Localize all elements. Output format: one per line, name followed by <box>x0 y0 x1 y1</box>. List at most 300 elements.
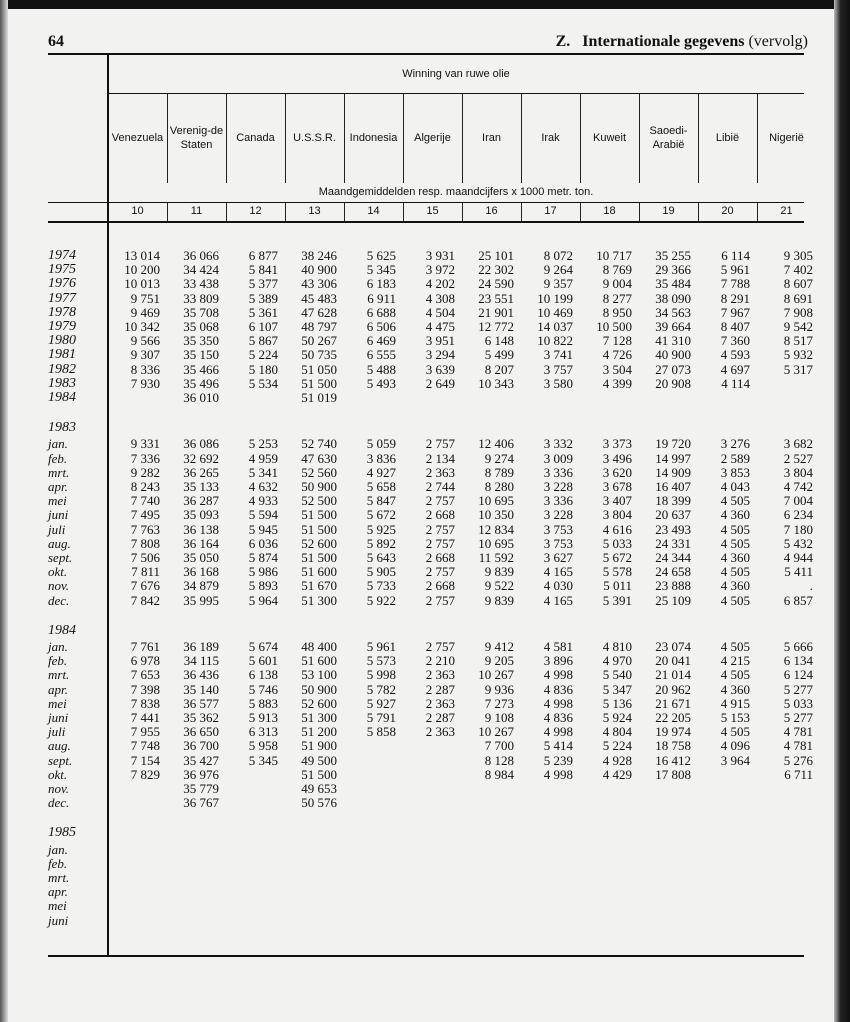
table-cell: 3 896 <box>543 653 573 669</box>
table-cell: 33 809 <box>183 290 219 306</box>
section-year: 1983 <box>48 420 76 436</box>
table-cell: 5 893 <box>248 578 278 594</box>
table-row <box>48 248 813 263</box>
table-cell: 40 900 <box>655 347 691 363</box>
table-cell: 10 822 <box>537 333 573 349</box>
table-row <box>48 857 808 871</box>
table-cell: 5 136 <box>602 695 632 711</box>
table-cell: 9 004 <box>602 276 632 292</box>
table-cell: 36 700 <box>183 738 219 754</box>
table-row <box>48 796 808 810</box>
table-cell: 10 350 <box>478 507 514 523</box>
table-row <box>48 276 813 292</box>
section-year: 1984 <box>48 622 76 638</box>
table-cell: 5 625 <box>366 248 396 263</box>
table-cell: 9 751 <box>130 290 160 306</box>
table-cell: 3 332 <box>543 436 573 452</box>
column-divider <box>462 93 463 183</box>
table-cell: 7 441 <box>130 710 160 725</box>
column-divider <box>757 93 758 183</box>
table-cell: 7 004 <box>783 493 813 509</box>
column-divider <box>462 203 463 221</box>
table-row <box>48 304 813 320</box>
table-row <box>48 578 813 594</box>
group-header: Winning van ruwe olie <box>402 68 510 80</box>
table-cell: 5 791 <box>366 710 396 725</box>
table-cell: 6 134 <box>783 653 813 669</box>
table-cell: 5 317 <box>783 361 813 377</box>
table-cell: 40 900 <box>301 262 337 278</box>
table-cell: 10 267 <box>478 667 514 683</box>
column-header: Venezuela <box>111 132 164 144</box>
row-label: mrt. <box>48 464 70 480</box>
table-row <box>48 507 813 523</box>
table-cell: 8 336 <box>130 361 160 377</box>
table-cell: 4 928 <box>602 752 632 768</box>
table-cell: 6 234 <box>783 507 813 523</box>
table-row <box>48 738 813 754</box>
table-cell: 4 616 <box>602 521 632 537</box>
row-label: mrt. <box>48 667 70 683</box>
section-label-row <box>48 421 808 435</box>
table-cell: 4 810 <box>602 639 632 654</box>
table-cell: 4 202 <box>425 276 455 292</box>
table-cell: 4 165 <box>543 592 573 608</box>
table-cell: 36 010 <box>183 390 219 405</box>
table-cell: 5 224 <box>602 738 632 754</box>
section-title-suffix: (vervolg) <box>748 33 808 50</box>
table-cell: 6 124 <box>783 667 813 683</box>
table-cell: 5 347 <box>602 681 632 697</box>
table-cell: 49 653 <box>301 781 337 796</box>
row-label: juni <box>48 507 69 523</box>
table-cell: 50 735 <box>301 347 337 363</box>
table-cell: 2 757 <box>425 639 455 654</box>
table-cell: 5 414 <box>543 738 573 754</box>
table-cell: 51 500 <box>301 375 337 391</box>
table-cell: 2 589 <box>720 450 750 466</box>
row-label: 1978 <box>48 304 76 320</box>
table-row <box>48 695 813 711</box>
table-cell: 7 506 <box>130 550 160 565</box>
table-cell: 36 086 <box>183 436 219 452</box>
column-divider <box>167 203 168 221</box>
table-cell: 6 506 <box>366 319 396 334</box>
table-cell: 4 726 <box>602 347 632 363</box>
table-cell: 51 670 <box>301 578 337 594</box>
table-row <box>48 710 813 725</box>
table-cell: 20 962 <box>655 681 691 697</box>
table-cell: 3 373 <box>602 436 632 452</box>
table-cell: 5 892 <box>366 535 396 551</box>
column-number: 19 <box>662 205 675 217</box>
table-cell: 5 361 <box>248 304 278 320</box>
column-divider <box>698 93 699 183</box>
row-label: apr. <box>48 884 68 900</box>
table-cell: 10 343 <box>478 375 514 391</box>
table-cell: 5 927 <box>366 695 396 711</box>
table-row <box>48 436 813 452</box>
column-number: 20 <box>721 205 734 217</box>
table-cell: 9 839 <box>484 592 514 608</box>
table-cell: 9 469 <box>130 304 160 320</box>
unit-header: Maandgemiddelden resp. maandcijfers x 1000 metr. ton. <box>318 186 594 198</box>
section-letter: Z. <box>555 33 571 50</box>
table-cell: 4 165 <box>543 564 573 580</box>
page-number: 64 <box>48 33 64 50</box>
table-cell: 49 500 <box>301 752 337 768</box>
table-cell: 18 758 <box>655 738 691 754</box>
column-number: 18 <box>603 205 616 217</box>
table-cell: 24 658 <box>655 564 691 580</box>
table-row <box>48 479 813 494</box>
table-cell: 8 072 <box>543 248 573 263</box>
column-header: Algerije <box>414 132 451 144</box>
table-cell: 35 484 <box>655 276 691 292</box>
column-divider <box>226 93 227 183</box>
table-cell: 2 744 <box>425 479 455 494</box>
table-cell: 9 839 <box>484 564 514 580</box>
table-cell: 5 033 <box>783 695 813 711</box>
table-cell: 51 200 <box>301 724 337 740</box>
row-label: aug. <box>48 535 71 551</box>
table-cell: 51 900 <box>301 738 337 754</box>
table-row <box>48 667 813 683</box>
table-cell: 7 740 <box>130 493 160 509</box>
table-cell: 50 900 <box>301 681 337 697</box>
table-cell: 5 658 <box>366 479 396 494</box>
table-cell: 7 838 <box>130 695 160 711</box>
table-cell: 7 495 <box>130 507 160 523</box>
table-cell: 34 563 <box>655 304 691 320</box>
table-cell: 2 134 <box>425 450 455 466</box>
column-header: U.S.S.R. <box>293 132 336 144</box>
table-cell: 6 877 <box>248 248 278 263</box>
table-cell: 5 733 <box>366 578 396 594</box>
table-cell: 8 789 <box>484 464 514 480</box>
table-cell: 20 041 <box>655 653 691 669</box>
table-cell: 5 964 <box>248 592 278 608</box>
table-cell: 2 757 <box>425 493 455 509</box>
column-header: Canada <box>236 132 275 144</box>
table-cell: 9 205 <box>484 653 514 669</box>
table-cell: 5 432 <box>783 535 813 551</box>
table-cell: 48 797 <box>301 319 337 334</box>
row-label: 1984 <box>48 390 76 405</box>
table-cell: 4 360 <box>720 550 750 565</box>
table-row <box>48 493 813 509</box>
table-row <box>48 564 813 580</box>
table-cell: 21 671 <box>655 695 691 711</box>
table-cell: 7 811 <box>131 564 160 580</box>
table-cell: 3 964 <box>720 752 750 768</box>
table-cell: 7 842 <box>130 592 160 608</box>
table-cell: 6 107 <box>248 319 278 334</box>
table-cell: 3 620 <box>602 464 632 480</box>
table-row <box>48 782 808 796</box>
table-cell: 3 228 <box>543 507 573 523</box>
table-row <box>48 752 813 768</box>
row-label: apr. <box>48 681 68 697</box>
column-divider <box>521 203 522 221</box>
table-cell: 5 958 <box>248 738 278 754</box>
table-cell: 14 909 <box>655 464 691 480</box>
column-number: 14 <box>367 205 380 217</box>
table-cell: 5 224 <box>248 347 278 363</box>
column-divider <box>285 93 286 183</box>
table-cell: 48 400 <box>301 639 337 654</box>
section-label-row <box>48 826 808 840</box>
column-divider <box>757 203 758 221</box>
table-cell: 23 493 <box>655 521 691 537</box>
table-cell: 8 950 <box>602 304 632 320</box>
table-cell: 3 951 <box>425 333 455 349</box>
table-cell: 35 708 <box>183 304 219 320</box>
table-row <box>48 871 808 885</box>
table-cell: 24 331 <box>655 535 691 551</box>
table-cell: 2 668 <box>425 578 455 594</box>
row-label: 1974 <box>48 248 76 263</box>
table-cell: 8 128 <box>484 752 514 768</box>
row-label: 1982 <box>48 361 76 377</box>
table-cell: 10 469 <box>537 304 573 320</box>
table-cell: 22 302 <box>478 262 514 278</box>
table-cell: 5 883 <box>248 695 278 711</box>
table-cell: 7 154 <box>130 752 160 768</box>
table-cell: 9 264 <box>543 262 573 278</box>
table-row <box>48 550 813 565</box>
table-cell: 4 781 <box>783 724 813 740</box>
table-cell: 18 399 <box>655 493 691 509</box>
column-header: Verenig-de Staten <box>169 125 224 151</box>
table-cell: 5 389 <box>248 290 278 306</box>
table-cell: 51 500 <box>301 766 337 782</box>
row-label: feb. <box>48 450 68 466</box>
table-cell: 7 398 <box>130 681 160 697</box>
table-cell: 8 691 <box>783 290 813 306</box>
table-cell: 2 363 <box>425 667 455 683</box>
table-cell: 7 829 <box>130 766 160 782</box>
table-cell: 3 639 <box>425 361 455 377</box>
table-cell: 50 267 <box>301 333 337 349</box>
table-cell: 4 114 <box>721 375 750 391</box>
table-cell: 43 306 <box>301 276 337 292</box>
table-row <box>48 914 808 928</box>
table-cell: 4 505 <box>720 592 750 608</box>
table-cell: 19 974 <box>655 724 691 740</box>
table-cell: 4 836 <box>543 681 573 697</box>
table-cell: 5 782 <box>366 681 396 697</box>
table-row <box>48 766 813 782</box>
table-cell: 5 746 <box>248 681 278 697</box>
table-cell: 6 138 <box>248 667 278 683</box>
table-cell: 51 600 <box>301 653 337 669</box>
table-row <box>48 361 813 377</box>
table-cell: 3 804 <box>602 507 632 523</box>
table-cell: 35 068 <box>183 319 219 334</box>
table-cell: 6 114 <box>721 248 750 263</box>
table-cell: 4 998 <box>543 667 573 683</box>
table-cell: 7 128 <box>602 333 632 349</box>
page-title <box>556 33 808 51</box>
scan-border-right <box>834 0 850 1022</box>
table-cell: 5 033 <box>602 535 632 551</box>
table-cell: 5 499 <box>484 347 514 363</box>
column-number: 17 <box>544 205 557 217</box>
table-cell: 2 363 <box>425 695 455 711</box>
table-cell: 21 014 <box>655 667 691 683</box>
table-cell: 4 096 <box>720 738 750 754</box>
table-row <box>48 639 813 654</box>
table-cell: 5 858 <box>366 724 396 740</box>
table-cell: 3 804 <box>783 464 813 480</box>
table-cell: 5 932 <box>783 347 813 363</box>
table-cell: 3 294 <box>425 347 455 363</box>
table-cell: 2 287 <box>425 710 455 725</box>
table-cell: 5 540 <box>602 667 632 683</box>
table-cell: 3 678 <box>602 479 632 494</box>
table-cell: 34 879 <box>183 578 219 594</box>
table-cell: 5 874 <box>248 550 278 565</box>
table-cell: 35 362 <box>183 710 219 725</box>
table-row <box>48 724 813 740</box>
table-cell: 4 505 <box>720 564 750 580</box>
column-number: 21 <box>780 205 793 217</box>
table-cell: 2 757 <box>425 521 455 537</box>
table-cell: 5 011 <box>603 578 632 594</box>
table-cell: 2 527 <box>783 450 813 466</box>
table-cell: 36 650 <box>183 724 219 740</box>
table-cell: 3 336 <box>543 464 573 480</box>
table-cell: 4 505 <box>720 493 750 509</box>
table-cell: 9 542 <box>783 319 813 334</box>
table-cell: 2 363 <box>425 464 455 480</box>
table-cell: 36 138 <box>183 521 219 537</box>
table-cell: 6 183 <box>366 276 396 292</box>
column-divider <box>285 203 286 221</box>
row-label: jan. <box>48 639 68 654</box>
table-row <box>48 377 808 391</box>
table-cell: 4 581 <box>543 639 573 654</box>
table-cell: 4 927 <box>366 464 396 480</box>
table-cell: 7 788 <box>720 276 750 292</box>
row-label: jan. <box>48 841 68 857</box>
table-cell: 36 287 <box>183 493 219 509</box>
section-label-row <box>48 624 808 638</box>
row-label: apr. <box>48 479 68 494</box>
table-cell: 9 274 <box>484 450 514 466</box>
table-cell: 29 366 <box>655 262 691 278</box>
table-cell: 24 344 <box>655 550 691 565</box>
table-cell: 7 653 <box>130 667 160 683</box>
column-number: 11 <box>190 205 203 217</box>
table-cell: 17 808 <box>655 766 691 782</box>
table-cell: 7 180 <box>783 521 813 537</box>
table-cell: 8 769 <box>602 262 632 278</box>
table-row <box>48 262 813 278</box>
table-cell: 5 666 <box>783 639 813 654</box>
table-cell: 51 300 <box>301 592 337 608</box>
table-cell: 4 505 <box>720 724 750 740</box>
table-cell: 8 407 <box>720 319 750 334</box>
column-divider <box>698 203 699 221</box>
table-row <box>48 290 813 306</box>
table-cell: 3 753 <box>543 535 573 551</box>
table-cell: 5 341 <box>248 464 278 480</box>
table-cell: 8 207 <box>484 361 514 377</box>
table-cell: 52 600 <box>301 695 337 711</box>
table-cell: 4 215 <box>720 653 750 669</box>
table-cell: 3 972 <box>425 262 455 278</box>
table-cell: 35 050 <box>183 550 219 565</box>
table-bottom-rule <box>48 955 804 957</box>
table-cell: 10 500 <box>596 319 632 334</box>
column-number: 15 <box>426 205 439 217</box>
table-cell: 36 265 <box>183 464 219 480</box>
table-cell: 5 276 <box>783 752 813 768</box>
table-cell: 6 857 <box>783 592 813 608</box>
table-cell: 4 043 <box>720 479 750 494</box>
table-cell: 7 808 <box>130 535 160 551</box>
row-label: nov. <box>48 781 70 796</box>
table-cell: 52 740 <box>301 436 337 452</box>
table-cell: 5 534 <box>248 375 278 391</box>
row-label: 1975 <box>48 262 76 278</box>
column-divider <box>639 203 640 221</box>
table-cell: 51 500 <box>301 507 337 523</box>
table-cell: 4 944 <box>783 550 813 565</box>
table-cell: 5 672 <box>602 550 632 565</box>
table-cell: 5 578 <box>602 564 632 580</box>
table-cell: 20 637 <box>655 507 691 523</box>
table-cell: 36 189 <box>183 639 219 654</box>
table-cell: 5 180 <box>248 361 278 377</box>
table-cell: 36 976 <box>183 766 219 782</box>
table-cell: 36 168 <box>183 564 219 580</box>
table-cell: 16 412 <box>655 752 691 768</box>
table-top-rule <box>48 53 804 55</box>
column-number: 10 <box>131 205 144 217</box>
table-cell: 10 267 <box>478 724 514 740</box>
table-cell: 10 200 <box>124 262 160 278</box>
table-cell: 5 493 <box>366 375 396 391</box>
table-cell: 35 255 <box>655 248 691 263</box>
table-cell: 5 841 <box>248 262 278 278</box>
table-cell: 21 901 <box>478 304 514 320</box>
table-cell: 5 924 <box>602 710 632 725</box>
table-cell: 47 628 <box>301 304 337 320</box>
row-label: dec. <box>48 592 70 608</box>
table-cell: 7 360 <box>720 333 750 349</box>
table-row <box>48 319 813 334</box>
row-label: 1979 <box>48 319 76 334</box>
table-cell: 2 363 <box>425 724 455 740</box>
table-cell: 35 150 <box>183 347 219 363</box>
table-cell: 3 753 <box>543 521 573 537</box>
table-cell: 36 767 <box>183 795 219 811</box>
table-cell: 34 424 <box>183 262 219 278</box>
table-cell: 4 505 <box>720 639 750 654</box>
table-cell: 12 834 <box>478 521 514 537</box>
column-header: Indonesia <box>349 132 398 144</box>
table-cell: 4 836 <box>543 710 573 725</box>
table-row <box>48 592 813 608</box>
table-cell: 7 908 <box>783 304 813 320</box>
table-cell: 2 757 <box>425 535 455 551</box>
table-cell: 5 601 <box>248 653 278 669</box>
table-cell: 36 066 <box>183 248 219 263</box>
table-cell: 25 109 <box>655 592 691 608</box>
